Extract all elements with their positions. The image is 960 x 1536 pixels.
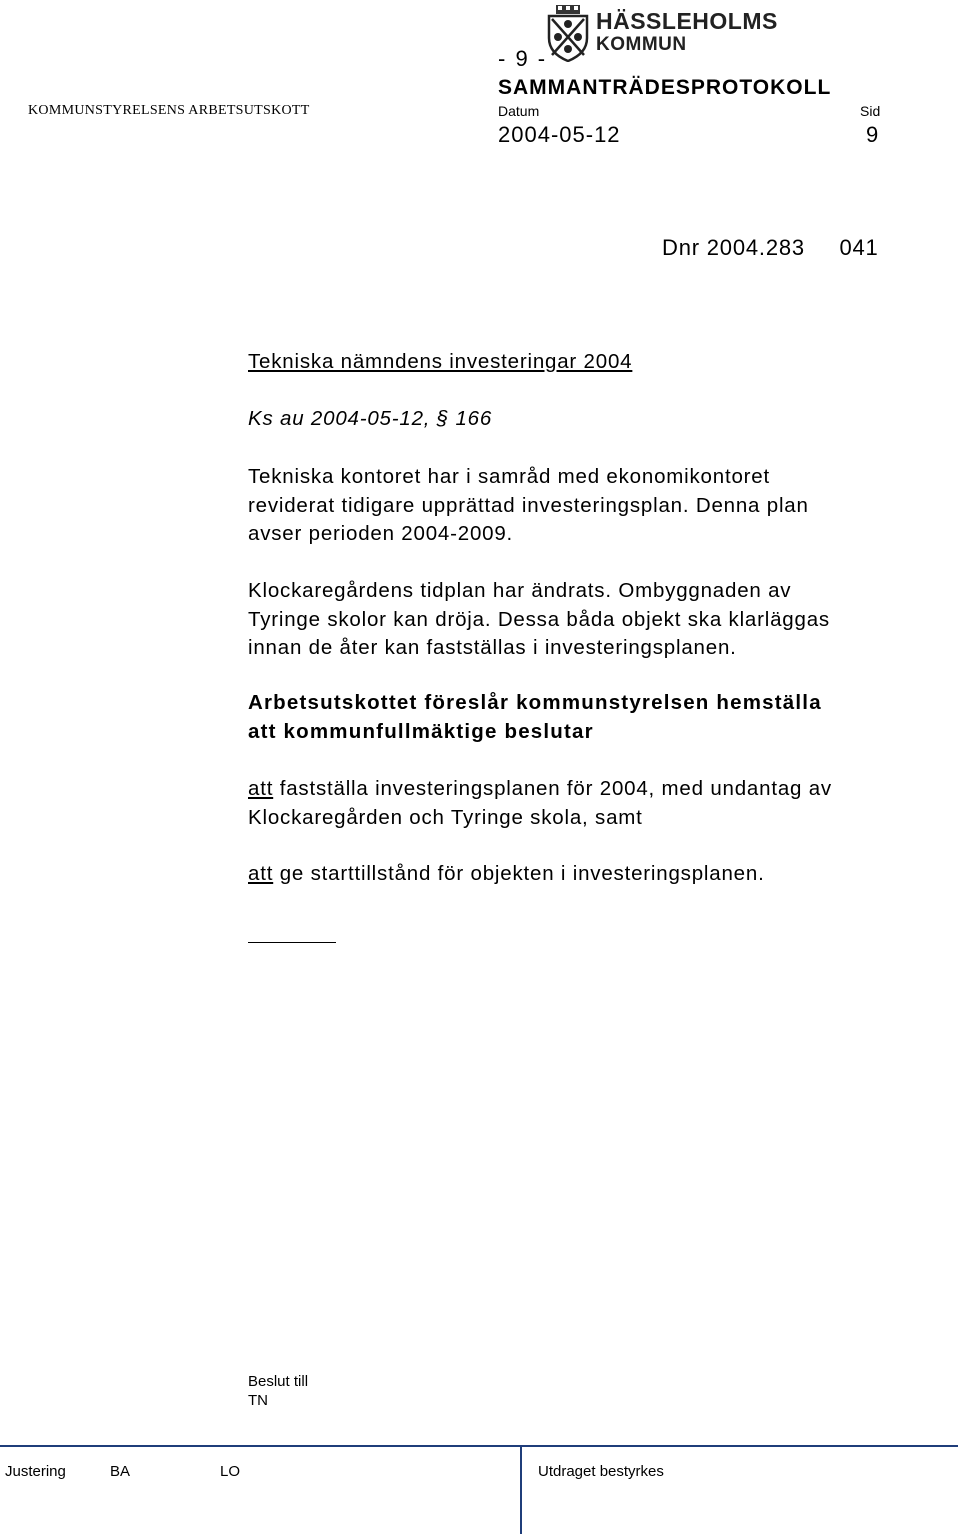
protocol-title: SAMMANTRÄDESPROTOKOLL (498, 76, 832, 99)
extract-certified-label: Utdraget bestyrkes (538, 1463, 664, 1480)
beslut-till (248, 1372, 308, 1410)
logo-line-1: HÄSSLEHOLMS (596, 8, 778, 34)
page-marker: - 9 - (498, 46, 548, 71)
paragraph-line: Tyringe skolor kan dröja. Dessa båda objekt ska klarläggas (248, 607, 830, 631)
logo-line-2: KOMMUN (596, 34, 687, 55)
decision-text: fastställa investeringsplanen för 2004, med undantag av (273, 777, 832, 800)
paragraph-line: avser perioden 2004-2009. (248, 522, 514, 545)
footer-rule (0, 1445, 958, 1447)
justering-initials-1: BA (110, 1463, 131, 1480)
page-value: 9 (866, 122, 879, 147)
date-label: Datum (498, 103, 540, 119)
beslut-till-recipient: TN (248, 1392, 268, 1409)
meeting-reference: Ks au 2004-05-12, § 166 (248, 407, 493, 430)
att-keyword: att (248, 777, 274, 800)
decision-item-2 (248, 860, 765, 889)
beslut-till-label: Beslut till (248, 1373, 309, 1390)
decision-text: ge starttillstånd för objekten i investeringsplanen. (273, 862, 765, 885)
document-title: Tekniska nämndens investeringar 2004 (248, 350, 633, 373)
proposal-heading (248, 689, 822, 746)
registration-number: Dnr 2004.283 041 (662, 235, 879, 260)
paragraph-line: innan de åter kan fastställas i investeringsplanen. (248, 636, 737, 659)
proposal-line: att kommunfullmäktige beslutar (248, 719, 594, 743)
paragraph-background (248, 463, 809, 549)
date-value: 2004-05-12 (498, 122, 621, 147)
paragraph-line: Klockaregårdens tidplan har ändrats. Ombyggnaden av (248, 579, 792, 602)
municipality-logo (546, 4, 778, 66)
paragraph-line: reviderat tidigare upprättad investeringsplan. Denna plan (248, 493, 809, 517)
page-label: Sid (860, 103, 881, 119)
footer-divider (520, 1446, 522, 1534)
paragraph-line: Tekniska kontoret har i samråd med ekonomikontoret (248, 465, 770, 488)
organization-name: KOMMUNSTYRELSENS ARBETSUTSKOTT (28, 103, 310, 118)
justering-label: Justering (5, 1463, 66, 1480)
decision-text: Klockaregården och Tyringe skola, samt (248, 805, 643, 829)
proposal-line: Arbetsutskottet föreslår kommunstyrelsen hemställa (248, 691, 822, 714)
decision-item-1 (248, 775, 832, 832)
section-separator (248, 942, 336, 943)
paragraph-changes (248, 577, 830, 663)
justering-initials-2: LO (220, 1463, 241, 1480)
logo-wordmark (596, 10, 778, 54)
att-keyword: att (248, 862, 274, 885)
coat-of-arms-icon (546, 4, 590, 62)
